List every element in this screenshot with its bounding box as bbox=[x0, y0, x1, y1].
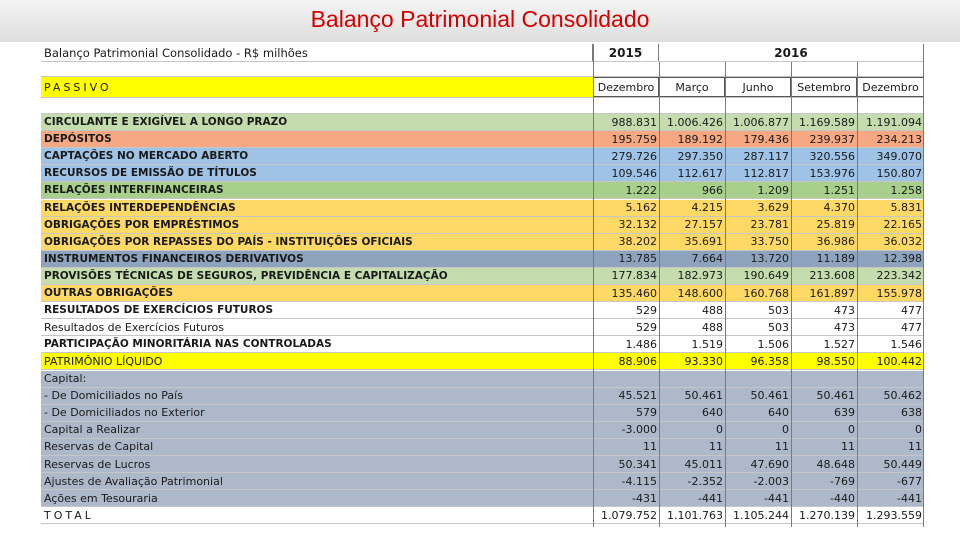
row-value-0: 988.831 bbox=[611, 115, 657, 129]
row-value-2: 50.461 bbox=[750, 389, 789, 403]
row-label: RELAÇÕES INTERDEPENDÊNCIAS bbox=[44, 201, 236, 214]
row-value-4: -441 bbox=[897, 491, 922, 505]
row-value-3: -440 bbox=[830, 491, 855, 505]
row-value-4: 1.258 bbox=[890, 183, 922, 197]
row-value-3: 11 bbox=[841, 440, 855, 454]
row-label: Reservas de Lucros bbox=[44, 457, 151, 471]
row-value-2: 0 bbox=[782, 423, 789, 437]
month-header-0: Dezembro bbox=[593, 77, 659, 97]
column-divider bbox=[659, 62, 660, 527]
row-label: RECURSOS DE EMISSÃO DE TÍTULOS bbox=[44, 167, 257, 180]
row-value-3: 239.937 bbox=[809, 132, 855, 146]
row-value-2: 179.436 bbox=[743, 132, 789, 146]
row-label: RESULTADOS DE EXERCÍCIOS FUTUROS bbox=[44, 304, 274, 317]
row-label: OBRIGAÇÕES POR REPASSES DO PAÍS - INSTITUIÇÕES OFICIAIS bbox=[44, 235, 413, 248]
row-value-1: 0 bbox=[716, 423, 723, 437]
row-value-2: 1.506 bbox=[757, 337, 789, 351]
row-value-3: 473 bbox=[834, 303, 855, 317]
row-value-3: 1.251 bbox=[823, 183, 855, 197]
row-value-1: 7.664 bbox=[691, 252, 723, 266]
row-value-4: 0 bbox=[915, 423, 922, 437]
row-value-4: 11 bbox=[908, 440, 922, 454]
row-value-2: 3.629 bbox=[757, 201, 789, 215]
row-value-1: 45.011 bbox=[684, 457, 723, 471]
row-value-4: 50.462 bbox=[883, 389, 922, 403]
row-value-0: 88.906 bbox=[618, 354, 657, 368]
row-value-3: 98.550 bbox=[816, 354, 855, 368]
row-value-3: 48.648 bbox=[816, 457, 855, 471]
row-value-0: 45.521 bbox=[618, 389, 657, 403]
row-label: OBRIGAÇÕES POR EMPRÉSTIMOS bbox=[44, 218, 240, 231]
row-value-1: 112.617 bbox=[677, 166, 723, 180]
row-value-1: -441 bbox=[698, 491, 723, 505]
row-value-2: -441 bbox=[764, 491, 789, 505]
row-value-0: 1.079.752 bbox=[601, 508, 657, 522]
row-value-1: 148.600 bbox=[677, 286, 723, 300]
row-value-3: 153.976 bbox=[809, 166, 855, 180]
row-label: PARTICIPAÇÃO MINORITÁRIA NAS CONTROLADAS bbox=[44, 338, 332, 351]
row-value-3: 473 bbox=[834, 320, 855, 334]
row-label: CAPTAÇÕES NO MERCADO ABERTO bbox=[44, 150, 249, 163]
row-value-2: 96.358 bbox=[750, 354, 789, 368]
row-value-1: 1.101.763 bbox=[667, 508, 723, 522]
row-value-1: 189.192 bbox=[677, 132, 723, 146]
row-label: CIRCULANTE E EXIGÍVEL A LONGO PRAZO bbox=[44, 116, 288, 129]
row-value-4: 1.293.559 bbox=[866, 508, 922, 522]
row-label: OUTRAS OBRIGAÇÕES bbox=[44, 287, 174, 300]
row-value-2: 160.768 bbox=[743, 286, 789, 300]
row-value-2: 33.750 bbox=[750, 235, 789, 249]
row-value-1: 640 bbox=[702, 406, 723, 420]
row-value-1: 11 bbox=[709, 440, 723, 454]
row-value-4: 22.165 bbox=[883, 218, 922, 232]
row-value-2: 112.817 bbox=[743, 166, 789, 180]
row-label: DEPÓSITOS bbox=[44, 133, 112, 146]
row-value-1: 1.006.426 bbox=[667, 115, 723, 129]
table-caption: Balanço Patrimonial Consolidado - R$ milhões bbox=[41, 44, 593, 61]
row-value-2: -2.003 bbox=[753, 474, 789, 488]
row-value-0: 135.460 bbox=[611, 286, 657, 300]
row-value-4: 100.442 bbox=[876, 354, 922, 368]
row-value-2: 1.209 bbox=[757, 183, 789, 197]
row-value-1: 488 bbox=[702, 320, 723, 334]
row-value-3: 1.270.139 bbox=[799, 508, 855, 522]
row-value-0: 50.341 bbox=[618, 457, 657, 471]
row-value-1: 27.157 bbox=[684, 218, 723, 232]
row-value-2 bbox=[725, 371, 791, 387]
row-value-1: 1.519 bbox=[691, 337, 723, 351]
column-divider bbox=[923, 44, 924, 527]
row-value-2: 190.649 bbox=[743, 269, 789, 283]
row-value-1: -2.352 bbox=[687, 474, 723, 488]
row-value-2: 1.105.244 bbox=[733, 508, 789, 522]
row-value-0: -4.115 bbox=[621, 474, 657, 488]
row-value-4: 36.032 bbox=[883, 235, 922, 249]
row-value-0: 11 bbox=[643, 440, 657, 454]
row-value-3 bbox=[791, 371, 857, 387]
section-passivo-label: PASSIVO bbox=[41, 77, 593, 97]
row-value-0: 1.486 bbox=[625, 337, 657, 351]
row-value-1: 93.330 bbox=[684, 354, 723, 368]
row-value-3: 0 bbox=[848, 423, 855, 437]
row-value-1: 966 bbox=[702, 183, 723, 197]
row-label: RELAÇÕES INTERFINANCEIRAS bbox=[44, 184, 224, 197]
row-value-4: 5.831 bbox=[890, 201, 922, 215]
row-value-2: 1.006.877 bbox=[733, 115, 789, 129]
row-value-1: 4.215 bbox=[691, 201, 723, 215]
row-value-3: 213.608 bbox=[809, 269, 855, 283]
row-value-1: 182.973 bbox=[677, 269, 723, 283]
row-value-0: 195.759 bbox=[611, 132, 657, 146]
row-value-0: -3.000 bbox=[621, 423, 657, 437]
row-value-0: 279.726 bbox=[611, 149, 657, 163]
row-value-4: 638 bbox=[901, 406, 922, 420]
balance-sheet-table bbox=[41, 44, 924, 527]
row-value-0: 38.202 bbox=[618, 235, 657, 249]
row-label: - De Domiciliados no Exterior bbox=[44, 406, 205, 420]
row-label: - De Domiciliados no País bbox=[44, 389, 183, 403]
row-label: Ajustes de Avaliação Patrimonial bbox=[44, 474, 223, 488]
row-value-3: 639 bbox=[834, 406, 855, 420]
row-value-4: 12.398 bbox=[883, 252, 922, 266]
row-value-2: 503 bbox=[768, 303, 789, 317]
row-value-0 bbox=[593, 371, 659, 387]
row-value-2: 503 bbox=[768, 320, 789, 334]
month-header-2: Junho bbox=[725, 77, 791, 97]
slide-title: Balanço Patrimonial Consolidado bbox=[310, 6, 650, 32]
row-value-4: 50.449 bbox=[883, 457, 922, 471]
row-value-4: 477 bbox=[901, 320, 922, 334]
table-caption-row bbox=[41, 44, 924, 62]
month-header-4: Dezembro bbox=[857, 77, 924, 97]
row-value-3: 36.986 bbox=[816, 235, 855, 249]
row-value-0: 32.132 bbox=[618, 218, 657, 232]
month-header-3: Setembro bbox=[791, 77, 857, 97]
column-divider bbox=[593, 44, 594, 527]
row-value-1: 50.461 bbox=[684, 389, 723, 403]
row-value-2: 23.781 bbox=[750, 218, 789, 232]
column-divider bbox=[791, 62, 792, 527]
row-value-0: 579 bbox=[636, 406, 657, 420]
row-label: PROVISÕES TÉCNICAS DE SEGUROS, PREVIDÊNCIA E CAPITALIZAÇÃO bbox=[44, 269, 448, 282]
year-2015: 2015 bbox=[593, 44, 659, 61]
row-value-3: 1.169.589 bbox=[799, 115, 855, 129]
row-value-4: 1.191.094 bbox=[866, 115, 922, 129]
row-value-0: 5.162 bbox=[625, 201, 657, 215]
row-value-1 bbox=[659, 371, 725, 387]
row-value-0: 1.222 bbox=[625, 183, 657, 197]
row-label: Resultados de Exercícios Futuros bbox=[44, 320, 224, 334]
row-value-3: 25.819 bbox=[816, 218, 855, 232]
year-2016: 2016 bbox=[659, 44, 924, 61]
row-value-3: 11.189 bbox=[816, 252, 855, 266]
row-value-1: 488 bbox=[702, 303, 723, 317]
row-value-3: 1.527 bbox=[823, 337, 855, 351]
row-label: Ações em Tesouraria bbox=[44, 491, 158, 505]
row-label: PATRIMÔNIO LÍQUIDO bbox=[44, 354, 163, 368]
row-value-4: 150.807 bbox=[876, 166, 922, 180]
row-value-4: 223.342 bbox=[876, 269, 922, 283]
row-value-2: 13.720 bbox=[750, 252, 789, 266]
row-value-0: 529 bbox=[636, 320, 657, 334]
row-value-4: 155.978 bbox=[876, 286, 922, 300]
row-value-2: 287.117 bbox=[743, 149, 789, 163]
row-label: Capital: bbox=[44, 372, 87, 386]
row-value-4 bbox=[857, 371, 924, 387]
row-value-3: 320.556 bbox=[809, 149, 855, 163]
row-value-2: 640 bbox=[768, 406, 789, 420]
row-label: TOTAL bbox=[44, 508, 94, 522]
row-value-4: 477 bbox=[901, 303, 922, 317]
month-header-1: Março bbox=[659, 77, 725, 97]
column-divider bbox=[725, 62, 726, 527]
row-label: INSTRUMENTOS FINANCEIROS DERIVATIVOS bbox=[44, 252, 304, 265]
row-value-2: 47.690 bbox=[750, 457, 789, 471]
row-value-3: 161.897 bbox=[809, 286, 855, 300]
row-value-2: 11 bbox=[775, 440, 789, 454]
row-value-0: 529 bbox=[636, 303, 657, 317]
row-value-4: 234.213 bbox=[876, 132, 922, 146]
row-value-4: 349.070 bbox=[876, 149, 922, 163]
row-value-3: 4.370 bbox=[823, 201, 855, 215]
row-value-3: -769 bbox=[830, 474, 855, 488]
row-value-4: 1.546 bbox=[890, 337, 922, 351]
row-label: Reservas de Capital bbox=[44, 440, 154, 454]
row-value-1: 35.691 bbox=[684, 235, 723, 249]
row-label: Capital a Realizar bbox=[44, 423, 141, 437]
column-divider bbox=[857, 62, 858, 527]
row-value-0: 109.546 bbox=[611, 166, 657, 180]
row-value-1: 297.350 bbox=[677, 149, 723, 163]
row-value-4: -677 bbox=[897, 474, 922, 488]
row-value-3: 50.461 bbox=[816, 389, 855, 403]
row-value-0: -431 bbox=[632, 491, 657, 505]
row-value-0: 177.834 bbox=[611, 269, 657, 283]
row-value-0: 13.785 bbox=[618, 252, 657, 266]
